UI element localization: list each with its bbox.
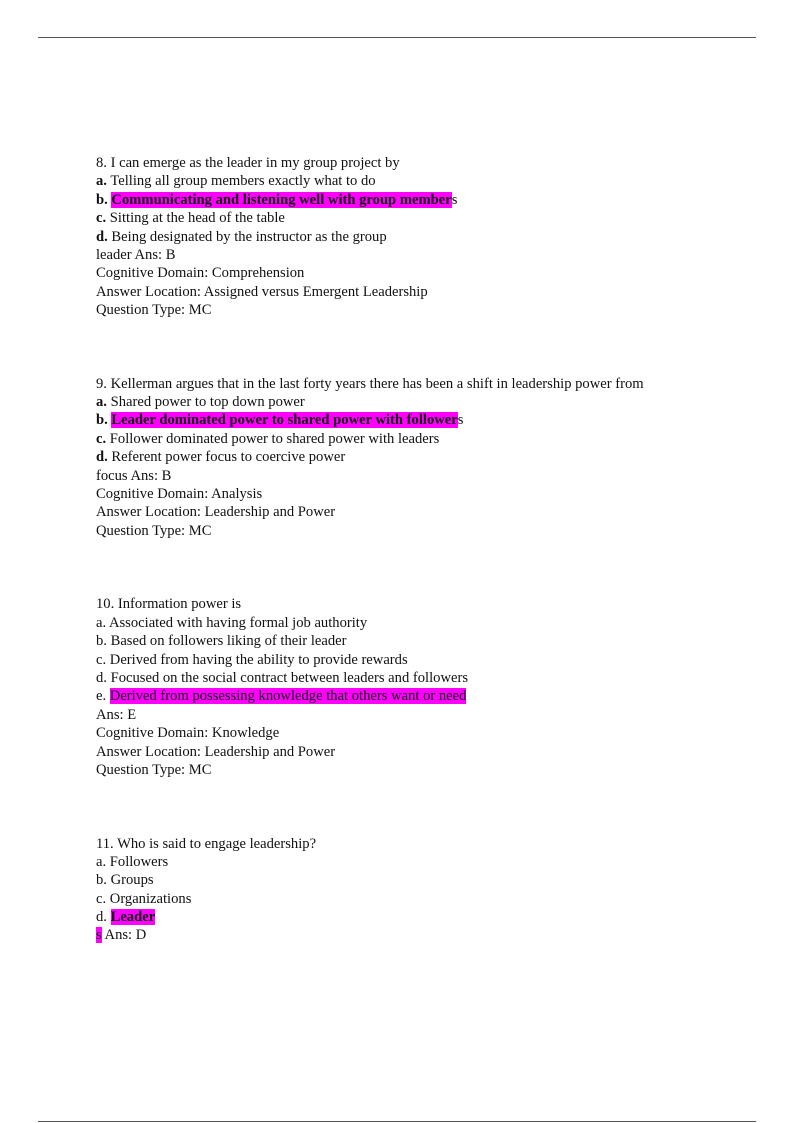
answer-location: Answer Location: Assigned versus Emergent Leadership <box>96 283 428 300</box>
answer-location: Answer Location: Leadership and Power <box>96 504 336 521</box>
answer-line: Ans: E <box>96 706 137 723</box>
cognitive-domain: Cognitive Domain: Analysis <box>96 486 263 503</box>
answer-highlight: Communicating and listening well with group member <box>111 191 452 208</box>
option-d: d. Referent power focus to coercive power <box>96 449 346 466</box>
option-c: c. Sitting at the head of the table <box>96 210 285 227</box>
answer-line: focus Ans: B <box>96 467 172 484</box>
option-b: b. Based on followers liking of their leader <box>96 633 347 650</box>
option-a: a. Telling all group members exactly what to do <box>96 173 376 190</box>
question-10 <box>96 595 736 779</box>
cognitive-domain: Cognitive Domain: Knowledge <box>96 725 280 742</box>
answer-line: s Ans: D <box>96 927 147 944</box>
header-rule <box>38 37 756 38</box>
answer-highlight: Leader dominated power to shared power with follower <box>111 412 458 429</box>
question-stem: 10. Information power is <box>96 596 242 613</box>
option-c: c. Follower dominated power to shared power with leaders <box>96 430 440 447</box>
option-a: a. Associated with having formal job authority <box>96 614 368 631</box>
answer-line: leader Ans: B <box>96 246 176 263</box>
document-body <box>96 154 736 945</box>
option-b-correct: b. Communicating and listening well with group members <box>96 191 458 208</box>
option-a: a. Followers <box>96 853 169 870</box>
question-stem: 9. Kellerman argues that in the last forty years there has been a shift in leadership power from <box>96 375 644 392</box>
answer-highlight: Leader <box>110 909 156 926</box>
answer-highlight: Derived from possessing knowledge that others want or need <box>109 688 467 705</box>
option-b: b. Groups <box>96 872 154 889</box>
option-c: c. Organizations <box>96 890 192 907</box>
option-b-correct: b. Leader dominated power to shared power with followers <box>96 412 464 429</box>
option-e-correct: e. Derived from possessing knowledge that others want or need <box>96 688 467 705</box>
question-9 <box>96 375 736 541</box>
option-d-correct: d. Leader <box>96 909 156 926</box>
question-stem: 11. Who is said to engage leadership? <box>96 835 317 852</box>
answer-location: Answer Location: Leadership and Power <box>96 743 336 760</box>
question-11 <box>96 835 736 945</box>
answer-highlight-tail: s <box>96 927 102 944</box>
option-a: a. Shared power to top down power <box>96 394 305 411</box>
footer-rule <box>38 1121 756 1122</box>
option-d: d. Being designated by the instructor as the group <box>96 228 387 245</box>
option-c: c. Derived from having the ability to provide rewards <box>96 651 408 668</box>
option-d: d. Focused on the social contract between leaders and followers <box>96 669 469 686</box>
question-stem: 8. I can emerge as the leader in my group project by <box>96 155 400 171</box>
question-type: Question Type: MC <box>96 302 212 319</box>
cognitive-domain: Cognitive Domain: Comprehension <box>96 265 305 282</box>
question-type: Question Type: MC <box>96 522 212 539</box>
question-type: Question Type: MC <box>96 761 212 778</box>
question-8 <box>96 154 736 320</box>
